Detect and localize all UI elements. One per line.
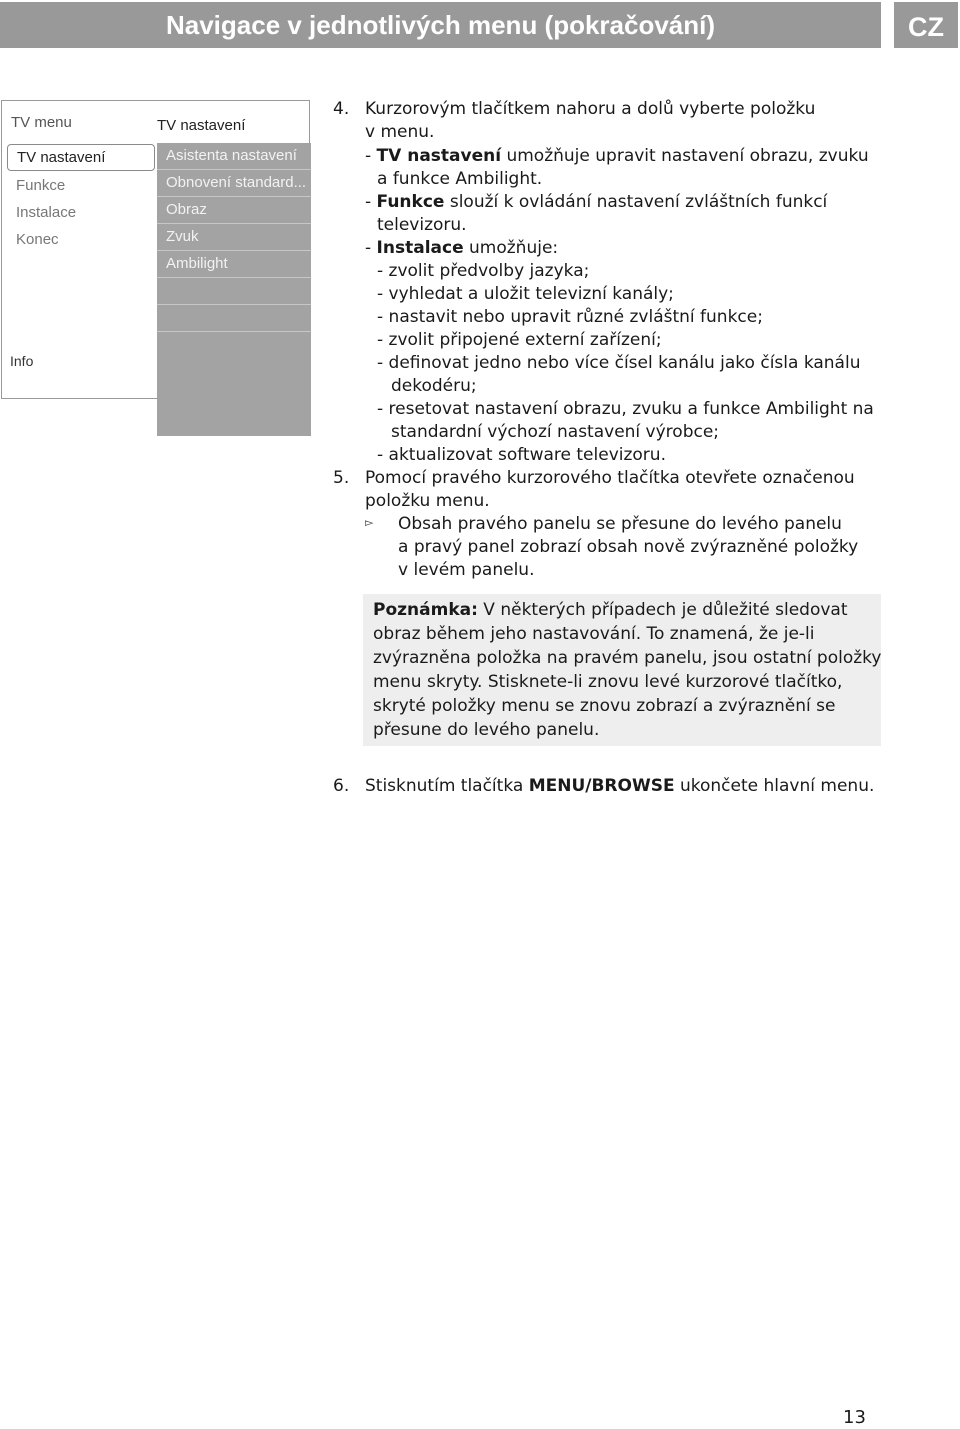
note-text: V některých případech je důležité sledovat — [477, 600, 848, 620]
step-text: televizoru. — [377, 215, 467, 235]
term-tv-nastaveni: TV nastavení — [376, 146, 502, 166]
submenu-item: Obnovení standard... — [166, 174, 307, 191]
note-label: Poznámka: — [373, 600, 478, 620]
bullet-item: - resetovat nastavení obrazu, zvuku a funkce Ambilight na — [377, 399, 874, 419]
step-number: 4. — [333, 99, 350, 119]
term-funkce: Funkce — [376, 192, 445, 212]
menu-item-konec: Konec — [16, 231, 59, 248]
description: umožňuje: — [463, 238, 559, 258]
step-text: v menu. — [365, 122, 435, 142]
term-instalace: Instalace — [376, 238, 464, 258]
step-text-suffix: ukončete hlavní menu. — [674, 776, 875, 796]
bullet-item: dekodéru; — [391, 376, 477, 396]
submenu-item: Obraz — [166, 201, 207, 218]
note-line: skryté položky menu se znovu zobrazí a zvýraznění se — [373, 696, 836, 716]
step-text: Pomocí pravého kurzorového tlačítka otevřete označenou — [365, 468, 855, 488]
result-text: a pravý panel zobrazí obsah nově zvýrazněné položky — [398, 537, 859, 557]
menu-item-tv-nastaveni: TV nastavení — [7, 144, 155, 171]
tv-menu-title: TV menu — [11, 114, 72, 131]
note-line: zvýrazněna položka na pravém panelu, jsou ostatní položky — [373, 648, 882, 668]
step-text: položku menu. — [365, 491, 490, 511]
submenu-title: TV nastavení — [157, 117, 246, 134]
key-menu-browse: MENU/BROWSE — [528, 776, 675, 796]
menu-row-divider — [157, 305, 311, 332]
info-label: Info — [10, 353, 34, 369]
description: umožňuje upravit nastavení obrazu, zvuku — [501, 146, 869, 166]
page-title: Navigace v jednotlivých menu (pokračování) — [0, 2, 881, 48]
bullet-item: - nastavit nebo upravit různé zvláštní funkce; — [377, 307, 763, 327]
result-text: Obsah pravého panelu se přesune do levého panelu — [398, 514, 842, 534]
menu-item-instalace: Instalace — [16, 204, 77, 221]
bullet-item: - zvolit připojené externí zařízení; — [377, 330, 662, 350]
result-text: v levém panelu. — [398, 560, 535, 580]
dash: - — [365, 192, 377, 212]
step-text: Kurzorovým tlačítkem nahoru a dolů vyberte položku — [365, 99, 816, 119]
submenu-item: Ambilight — [166, 255, 228, 272]
step-text — [365, 237, 558, 260]
step-text — [365, 145, 869, 168]
note-line: obraz během jeho nastavování. To znamená, že je-li — [373, 624, 815, 644]
tv-menu-screenshot — [1, 100, 310, 399]
menu-row-divider — [157, 278, 311, 305]
result-arrow-icon: ▻ — [365, 516, 374, 529]
bullet-item: - aktualizovat software televizoru. — [377, 445, 666, 465]
note-line — [373, 598, 848, 622]
submenu-item: Zvuk — [166, 228, 199, 245]
bullet-item: - definovat jedno nebo více čísel kanálu jako čísla kanálu — [377, 353, 861, 373]
bullet-item: - zvolit předvolby jazyka; — [377, 261, 590, 281]
step-number: 6. — [333, 776, 350, 796]
step-text: a funkce Ambilight. — [377, 169, 543, 189]
language-badge: CZ — [894, 2, 958, 48]
dash: - — [365, 238, 377, 258]
note-line: menu skryty. Stisknete-li znovu levé kurzorové tlačítko, — [373, 672, 843, 692]
bullet-item: - vyhledat a uložit televizní kanály; — [377, 284, 674, 304]
bullet-item: standardní výchozí nastavení výrobce; — [391, 422, 720, 442]
note-box — [363, 594, 881, 746]
menu-item-funkce: Funkce — [16, 177, 66, 194]
dash: - — [365, 146, 377, 166]
step-number: 5. — [333, 468, 350, 488]
note-line: přesune do levého panelu. — [373, 720, 600, 740]
step-text — [365, 775, 874, 798]
step-text — [365, 191, 827, 214]
submenu-item: Asistenta nastavení — [166, 147, 297, 164]
page-number: 13 — [843, 1407, 866, 1428]
description: slouží k ovládání nastavení zvláštních funkcí — [444, 192, 828, 212]
step-text-prefix: Stisknutím tlačítka — [365, 776, 529, 796]
